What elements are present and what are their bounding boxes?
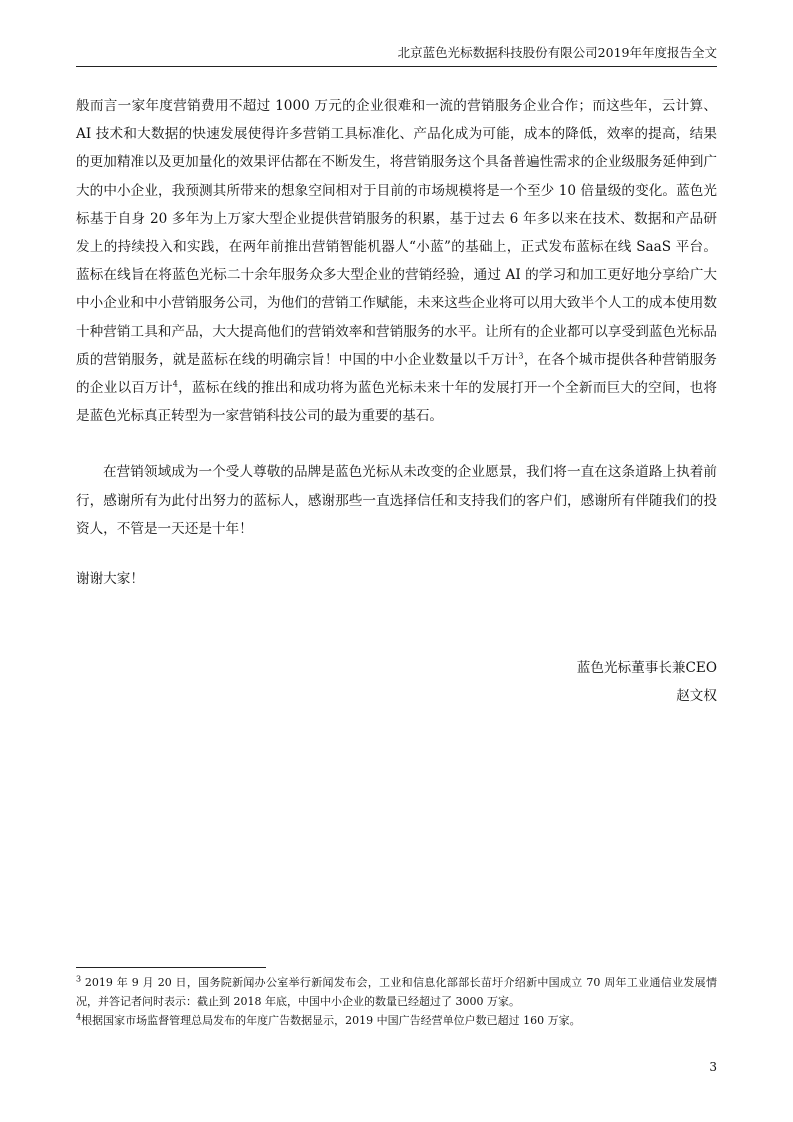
signature-role: 蓝色光标董事长兼CEO [576,660,717,676]
paragraph-1 [76,92,717,430]
paragraph-gap [76,430,717,458]
paragraph-1-part-2: ，在各个城市提供各种营销服务的企业以百万计 [76,351,718,397]
page-number: 3 [709,1060,717,1074]
paragraph-2: 在营销领域成为一个受人尊敬的品牌是蓝色光标从未改变的企业愿景，我们将一直在这条道路上执着前行，感谢所有为此付出努力的蓝标人，感谢那些一直选择信任和支持我们的客户们，感谢所有伴随我们的投资人，不管是一天还是十年！ [76,464,717,537]
footnote-4-text: 根据国家市场监督管理总局发布的年度广告数据显示，2019 中国广告经营单位户数已超过 160 万家。 [81,1014,581,1027]
header-title: 北京蓝色光标数据科技股份有限公司2019年年度报告全文 [397,45,717,60]
signature-name: 赵文权 [676,688,717,704]
footnote-4 [76,1011,717,1030]
letter-body [76,92,717,543]
closing-thanks: 谢谢大家！ [76,571,144,587]
footnote-ref-3[interactable]: 3 [518,351,524,361]
signature-block [577,654,717,710]
footnotes [76,973,717,1030]
footnote-ref-4[interactable]: 4 [172,379,178,389]
footnote-mark-4: 4 [76,1012,82,1022]
header-divider [76,66,717,67]
footnote-3 [76,973,717,1011]
footnote-divider [76,967,266,968]
paragraph-1-part-1: 般而言一家年度营销费用不超过 1000 万元的企业很难和一流的营销服务企业合作；而这些年，云计算、AI 技术和大数据的快速发展使得许多营销工具标准化、产品化成为可能，成本的降低，效率的提高，结果的更加精准以及更加量化的效果评估都在不断发生，将营销服务这个具备普遍性需求的企业级服务延伸到广大的中小企业，我预测其所带来的想象空间相对于目前的市场规模将是一个至少 10 倍量级的变化。蓝色光标基于自身 20 多年为上万家大型企业提供营销服务的积累，基于过去 6 年多以来在技术、数据和产品研发上的持续投入和实践，在两年前推出营销智能机器人“小蓝”的基础上，正式发布蓝标在线 SaaS 平台。蓝标在线旨在将蓝色光标二十余年服务众多大型企业的营销经验，通过 AI 的学习和加工更好地分享给广大中小企业和中小营销服务公司，为他们的营销工作赋能，未来这些企业将可以用大致半个人工的成本使用数十种营销工具和产品，大大提高他们的营销效率和营销服务的水平。让所有的企业都可以享受到蓝色光标品质的营销服务，就是蓝标在线的明确宗旨！中国的中小企业数量以千万计 [76,98,717,368]
paragraph-1-part-3: ，蓝标在线的推出和成功将为蓝色光标未来十年的发展打开一个全新而巨大的空间，也将是蓝色光标真正转型为一家营销科技公司的最为重要的基石。 [76,380,718,425]
footnote-3-text: 2019 年 9 月 20 日，国务院新闻办公室举行新闻发布会，工业和信息化部部长苗圩介绍新中国成立 70 周年工业通信业发展情况，并答记者问时表示：截止到 2018 年底，中国中小企业的数量已经超过了 3000 万家。 [76,976,717,1008]
footnote-mark-3: 3 [76,974,82,984]
